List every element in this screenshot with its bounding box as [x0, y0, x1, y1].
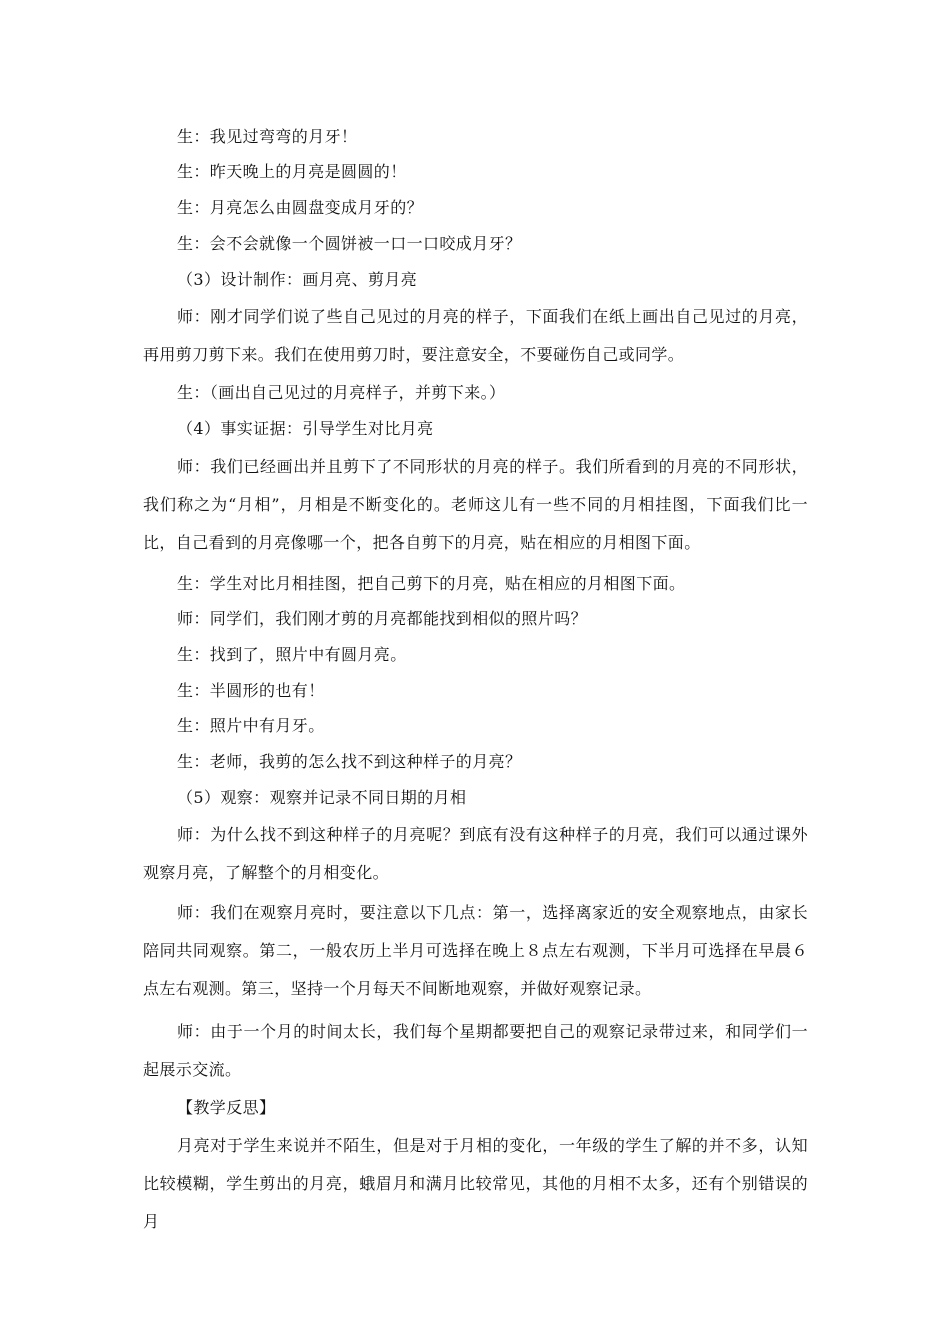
section-heading: （3）设计制作：画月亮、剪月亮 — [177, 270, 418, 289]
dialogue-line: 生：照片中有月牙。 — [177, 716, 325, 735]
dialogue-paragraph: 师：为什么找不到这种样子的月亮呢？到底有没有这种样子的月亮，我们可以通过课外观察月亮，了解整个的月相变化。 — [143, 825, 808, 882]
dialogue-line: 生：老师，我剪的怎么找不到这种样子的月亮？ — [177, 752, 522, 771]
dialogue-line: 师：同学们，我们刚才剪的月亮都能找到相似的照片吗？ — [177, 609, 588, 628]
dialogue-line: 生：（画出自己见过的月亮样子，并剪下来。） — [177, 383, 506, 402]
section-heading: （4）事实证据：引导学生对比月亮 — [177, 419, 434, 438]
dialogue-paragraph: 师：我们在观察月亮时，要注意以下几点：第一，选择离家近的安全观察地点，由家长陪同共同观察。第二，一般农历上半月可选择在晚上８点左右观测，下半月可选择在早晨６点左右观测。第三，坚持一个月每天不间断地观察，并做好观察记录。 — [143, 903, 808, 998]
dialogue-line: 生：找到了，照片中有圆月亮。 — [177, 645, 407, 664]
section-heading: （5）观察：观察并记录不同日期的月相 — [177, 788, 467, 807]
dialogue-line: 生：我见过弯弯的月牙！ — [177, 127, 358, 146]
dialogue-line: 生：半圆形的也有！ — [177, 681, 325, 700]
dialogue-paragraph: 师：我们已经画出并且剪下了不同形状的月亮的样子。我们所看到的月亮的不同形状，我们称之为“月相”，月相是不断变化的。老师这儿有一些不同的月相挂图，下面我们比一比，自己看到的月亮像哪一个，把各自剪下的月亮，贴在相应的月相图下面。 — [143, 457, 808, 552]
reflection-heading: 【教学反思】 — [177, 1098, 276, 1117]
dialogue-line: 生：月亮怎么由圆盘变成月牙的？ — [177, 198, 424, 217]
dialogue-paragraph: 师：刚才同学们说了些自己见过的月亮的样子，下面我们在纸上画出自己见过的月亮，再用剪刀剪下来。我们在使用剪刀时，要注意安全，不要碰伤自己或同学。 — [143, 307, 808, 364]
dialogue-paragraph: 师：由于一个月的时间太长，我们每个星期都要把自己的观察记录带过来，和同学们一起展示交流。 — [143, 1022, 808, 1079]
dialogue-line: 生：学生对比月相挂图，把自己剪下的月亮，贴在相应的月相图下面。 — [177, 574, 686, 593]
reflection-paragraph: 月亮对于学生来说并不陌生，但是对于月相的变化，一年级的学生了解的并不多，认知比较模糊，学生剪出的月亮，蛾眉月和满月比较常见，其他的月相不太多，还有个别错误的月 — [143, 1136, 808, 1231]
dialogue-line: 生：会不会就像一个圆饼被一口一口咬成月牙？ — [177, 234, 522, 253]
dialogue-line: 生：昨天晚上的月亮是圆圆的！ — [177, 162, 407, 181]
